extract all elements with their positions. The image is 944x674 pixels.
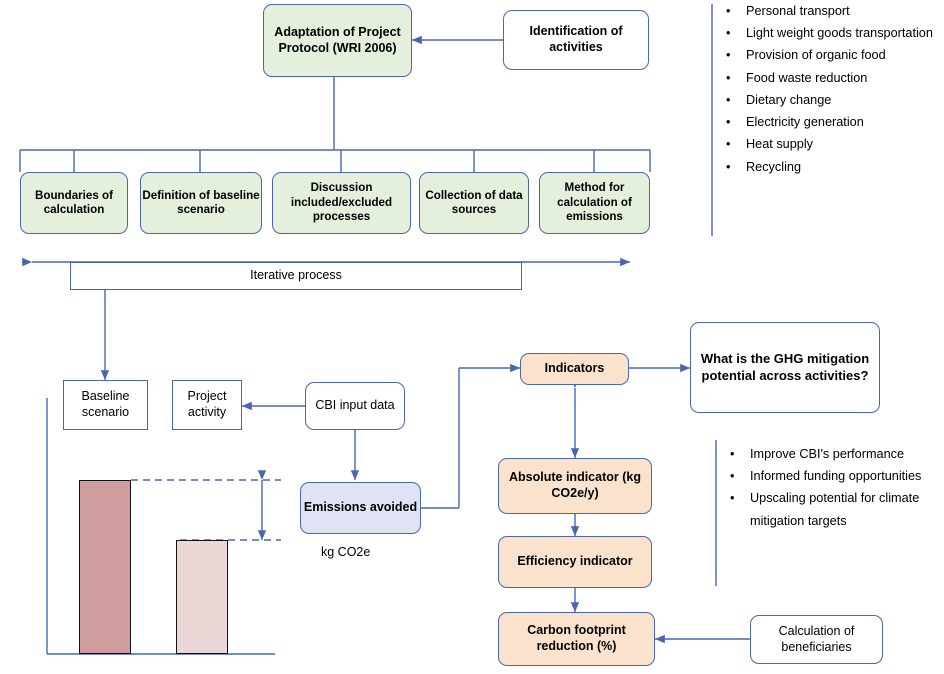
bar-baseline [79, 480, 131, 654]
node-absolute-indicator[interactable]: Absolute indicator (kg CO2e/y) [498, 458, 652, 514]
activities-list [726, 0, 936, 178]
bullet-icon: • [726, 26, 731, 41]
list-item: • Improve CBI's performance [730, 443, 935, 465]
node-question[interactable]: What is the GHG mitigation potential across activities? [690, 322, 880, 413]
node-indicators[interactable]: Indicators [520, 353, 629, 385]
bullet-icon: • [730, 469, 735, 484]
node-definition[interactable]: Definition of baseline scenario [140, 172, 262, 234]
node-project-activity[interactable]: Project activity [172, 380, 242, 430]
list-item: • Electricity generation [726, 111, 936, 133]
list-item: • Provision of organic food [726, 44, 936, 66]
list-item: • Light weight goods transportation [726, 22, 936, 44]
node-emissions-avoided[interactable]: Emissions avoided [300, 482, 421, 534]
list-item: • Heat supply [726, 133, 936, 155]
list-item: • Dietary change [726, 89, 936, 111]
bullet-icon: • [726, 159, 731, 174]
node-discussion[interactable]: Discussion included/excluded processes [272, 172, 411, 234]
bullet-icon: • [726, 70, 731, 85]
node-boundaries[interactable]: Boundaries of calculation [20, 172, 128, 234]
bar-project [176, 540, 228, 654]
node-calculation-beneficiaries[interactable]: Calculation of beneficiaries [750, 615, 883, 664]
node-cbi-input-data[interactable]: CBI input data [305, 382, 405, 430]
bullet-icon: • [730, 447, 735, 461]
node-adaptation[interactable]: Adaptation of Project Protocol (WRI 2006) [263, 4, 412, 77]
list-item: • Informed funding opportunities [730, 465, 935, 487]
bullet-icon: • [726, 137, 731, 152]
node-carbon-footprint-reduction[interactable]: Carbon footprint reduction (%) [498, 612, 655, 666]
bullet-icon: • [726, 115, 731, 130]
bullet-icon: • [726, 92, 731, 107]
list-item: • Food waste reduction [726, 67, 936, 89]
bullet-icon: • [730, 491, 735, 506]
outcomes-list [730, 443, 935, 532]
label-kg-co2e: kg CO2e [321, 545, 371, 559]
node-method[interactable]: Method for calculation of emissions [539, 172, 650, 234]
bullet-icon: • [726, 48, 731, 63]
node-efficiency-indicator[interactable]: Efficiency indicator [498, 536, 652, 588]
node-identification[interactable]: Identification of activities [503, 10, 649, 70]
node-baseline-scenario[interactable]: Baseline scenario [63, 380, 148, 430]
bullet-icon: • [726, 4, 731, 18]
node-collection[interactable]: Collection of data sources [419, 172, 529, 234]
list-item: • Recycling [726, 156, 936, 178]
list-item: • Personal transport [726, 0, 936, 22]
node-iterative-process[interactable]: Iterative process [70, 262, 522, 290]
list-item: • Upscaling potential for climate mitigation targets [730, 487, 935, 531]
